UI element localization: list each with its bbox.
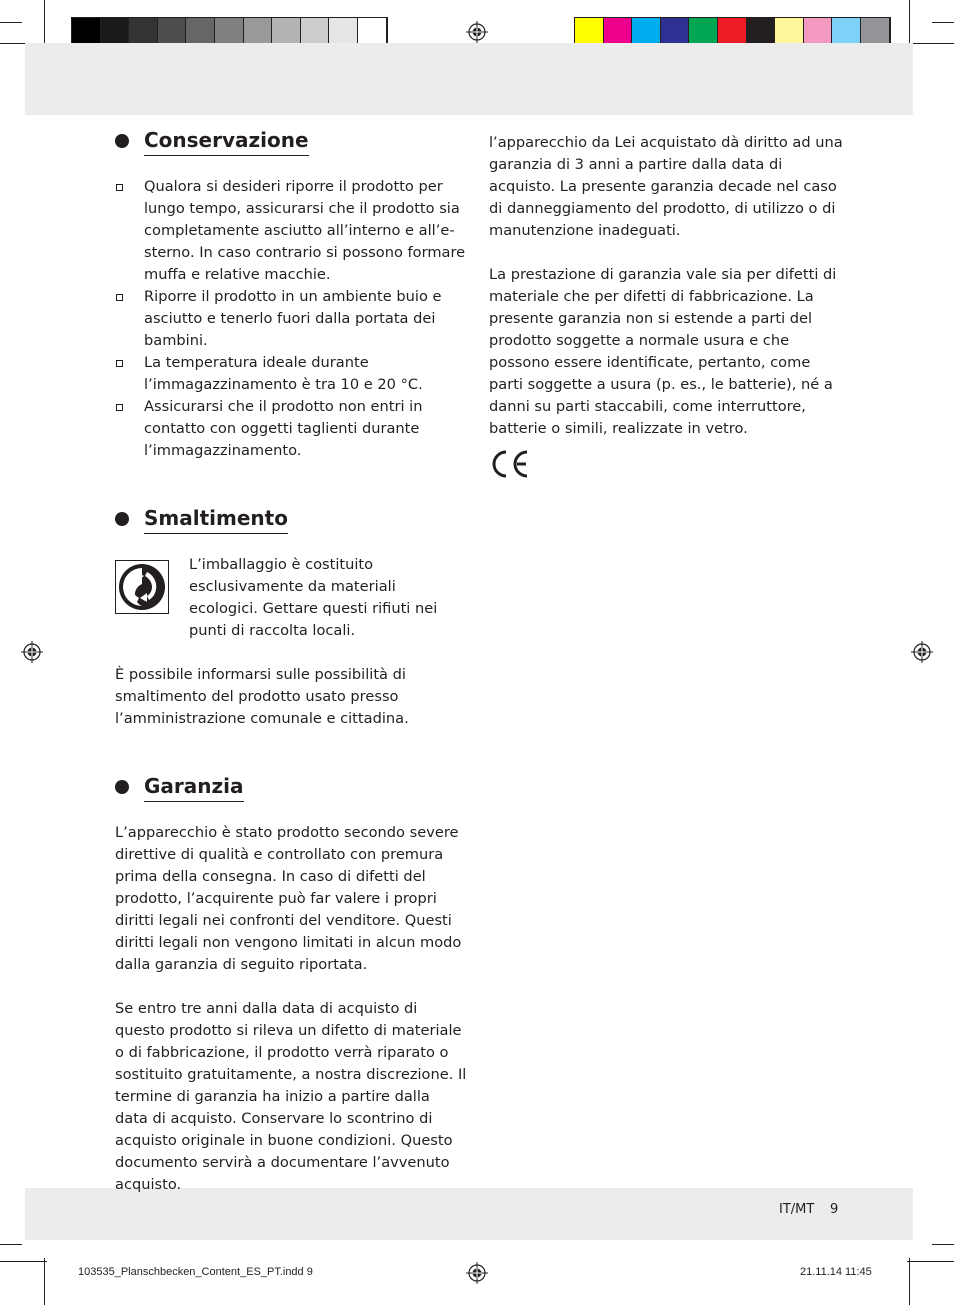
warranty-continued-paragraph: l’apparecchio da Lei acquistato dà diritto ad una garanzia di 3 anni a partire dalla data di acquisto. La presente garanzia decade nel caso di danneggiamento del prodotto, di utilizzo o di manutenzione inadeguati. (489, 134, 843, 239)
registration-mark-icon (911, 641, 933, 663)
section-title: Smaltimento (144, 504, 288, 534)
section-heading-garanzia (115, 770, 467, 804)
left-column (115, 124, 467, 1196)
warranty-scope-paragraph: La prestazione di garanzia vale sia per difetti di materiale che per difetti di fabbricazione. La presente garanzia non si estende a parti del prodotto soggette a normale usura e che possono essere identificate, pertanto, come parti soggette a usura (p. es., le batterie), né a danni su parti staccabili, come interruttore, batterie o simili, realizzate in vetro. (489, 266, 837, 437)
registration-mark-icon (466, 21, 488, 43)
list-item-text: Qualora si desideri riporre il prodotto per lungo tempo, assicurarsi che il prodotto sia completamente asciutto all’interno e all’esterno. In caso contrario si possono formare muffa e relative macchie. (144, 178, 466, 283)
list-item-text: Riporre il prodotto in un ambiente buio e asciutto e tenerlo fuori dalla portata dei bambini. (144, 288, 442, 349)
crop-mark (0, 22, 22, 23)
crop-mark (44, 1258, 45, 1305)
checkbox-square-icon (116, 360, 123, 367)
crop-mark (909, 1258, 910, 1305)
crop-mark (0, 1244, 22, 1245)
bullet-dot-icon (115, 512, 129, 526)
list-item (115, 352, 467, 396)
print-date: 21.11.14 11:45 (800, 1266, 872, 1278)
registration-mark-icon (466, 1262, 488, 1284)
list-item-text: Assicurarsi che il prodotto non entri in contatto con oggetti taglienti durante l’immagazzinamento. (144, 398, 423, 459)
list-item (115, 176, 467, 286)
list-item-text: La temperatura ideale durante l’immagazzinamento è tra 10 e 20 °C. (144, 354, 423, 393)
checkbox-square-icon (116, 404, 123, 411)
list-item (115, 396, 467, 462)
crop-mark (0, 1261, 47, 1262)
language-code: IT/MT (779, 1202, 815, 1217)
crop-mark (907, 1261, 954, 1262)
green-dot-recycle-icon (115, 560, 169, 614)
page-number: 9 (830, 1202, 839, 1217)
section-heading-conservazione (115, 124, 467, 158)
bullet-dot-icon (115, 134, 129, 148)
packaging-text: L’imballaggio è costituito esclusivamente da materiali ecologici. Gettare questi rifiuti nei punti di raccolta locali. (189, 556, 438, 639)
section-title: Garanzia (144, 772, 244, 802)
right-column (489, 132, 845, 440)
crop-mark (907, 43, 954, 44)
crop-mark (932, 1244, 954, 1245)
file-name: 103535_Planschbecken_Content_ES_PT.indd 9 (78, 1266, 313, 1278)
crop-mark (44, 0, 45, 47)
list-item (115, 286, 467, 352)
bullet-dot-icon (115, 780, 129, 794)
warranty-paragraph: Se entro tre anni dalla data di acquisto di questo prodotto si rileva un difetto di materiale o di fabbricazione, il prodotto verrà riparato o sostituito gratuitamente, a nostra discrezione. Il termine di garanzia ha inizio a partire dalla data di acquisto. Conservare lo scontrino di acquisto originale in buone condizioni. Questo documento servirà a documentare l’avvenuto acquisto. (115, 1000, 467, 1193)
header-band (25, 43, 913, 115)
crop-mark (909, 0, 910, 47)
disposal-text: È possibile informarsi sulle possibilità di smaltimento del prodotto usato presso l’amministrazione comunale e cittadina. (115, 666, 409, 727)
section-title: Conservazione (144, 126, 309, 156)
section-heading-smaltimento (115, 502, 467, 536)
crop-mark (932, 22, 954, 23)
warranty-paragraph: L’apparecchio è stato prodotto secondo severe direttive di qualità e controllato con premura prima della consegna. In caso di difetti del prodotto, l’acquirente può far valere i propri diritti legali nei confronti del venditore. Questi diritti legali non vengono limitati in alcun modo dalla garanzia di seguito riportata. (115, 824, 462, 973)
ce-mark-icon (489, 449, 531, 479)
packaging-block (115, 554, 467, 642)
checkbox-square-icon (116, 294, 123, 301)
checkbox-square-icon (116, 184, 123, 191)
registration-mark-icon (21, 641, 43, 663)
storage-list (115, 176, 467, 462)
